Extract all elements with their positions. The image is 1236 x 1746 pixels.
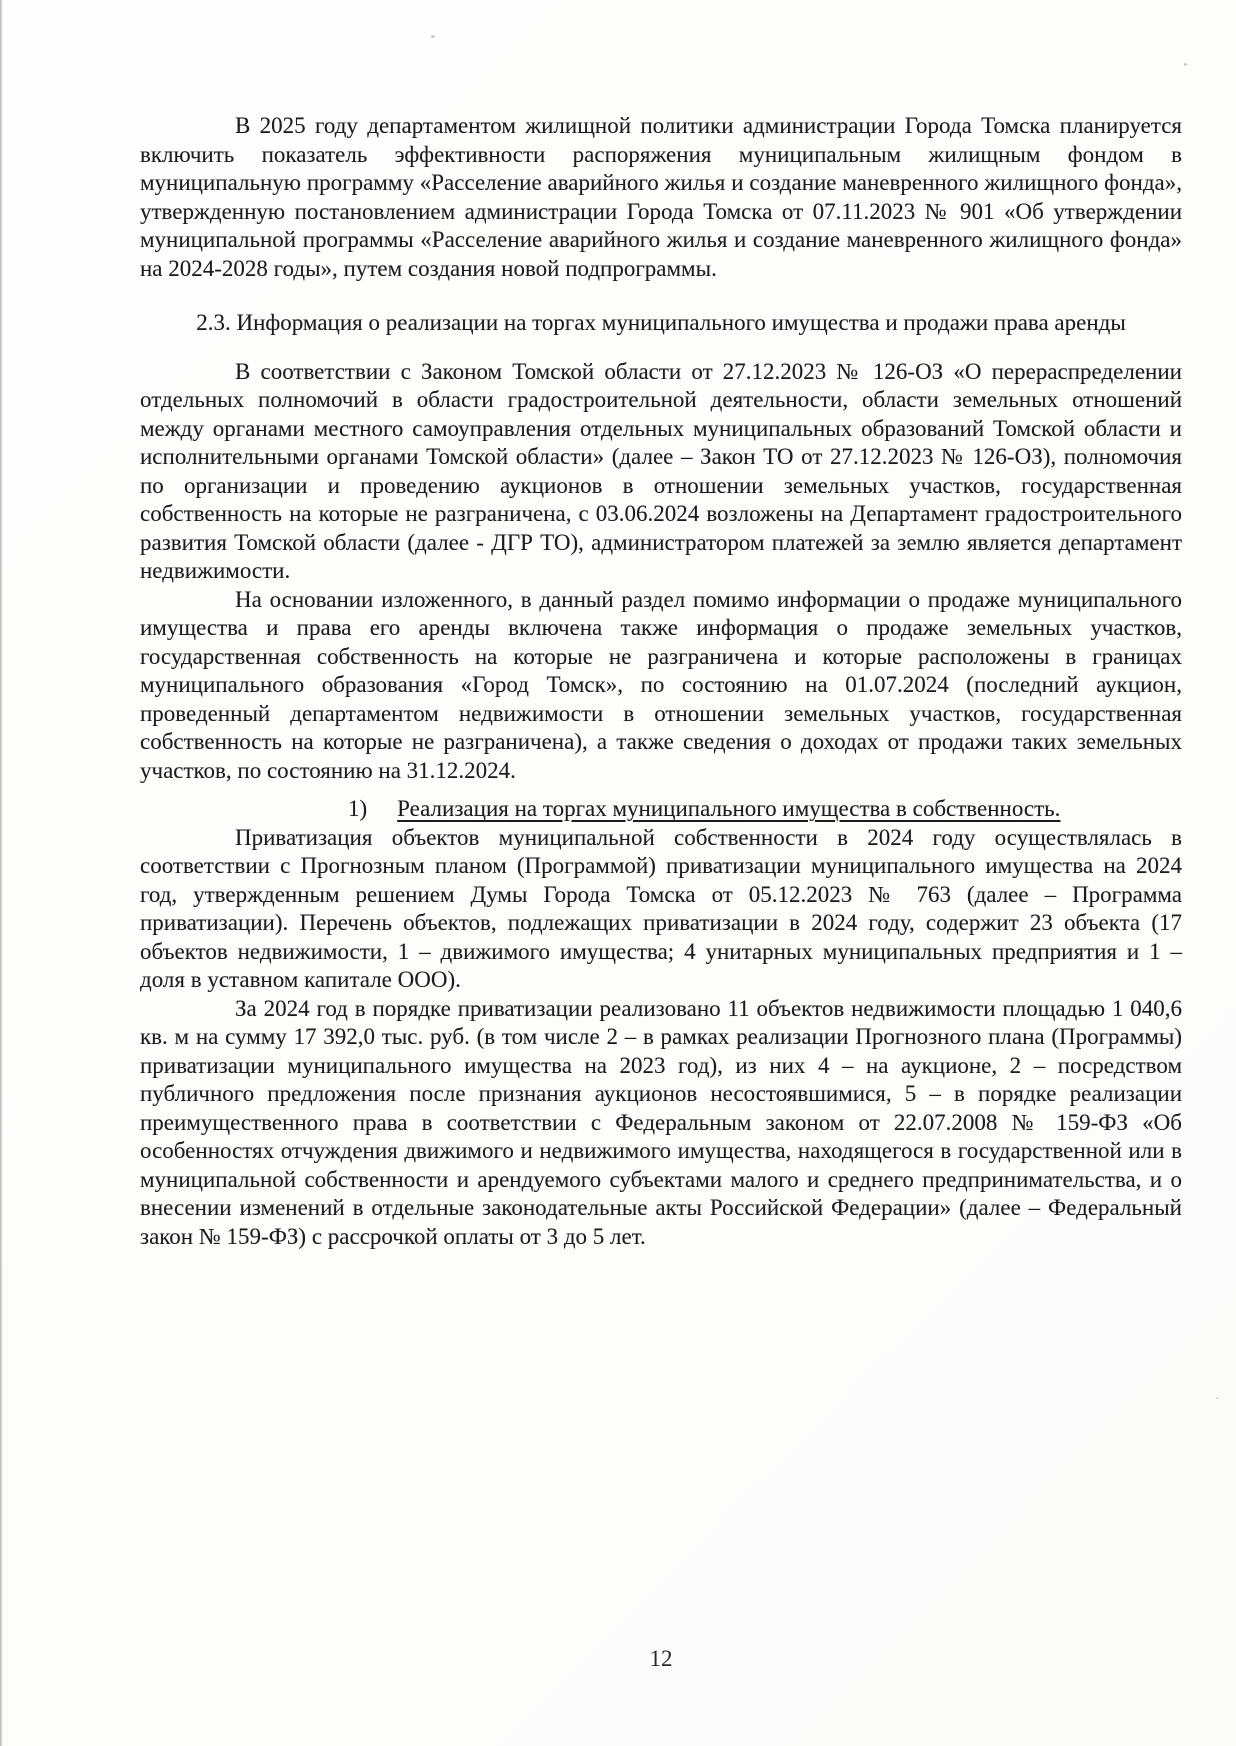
scan-edge-artifact	[0, 0, 3, 1746]
scan-speck	[431, 35, 435, 38]
scan-speck	[1216, 1397, 1219, 1399]
paragraph-privatization-program: Приватизация объектов муниципальной собственности в 2024 году осуществлялась в соответствии с Прогнозным планом (Программой) приватизации муниципального имущества на 2024 год, утвержденным решением Думы Города Томска от 05.12.2023 № 763 (далее – Программа приватизации). Перечень объектов, подлежащих приватизации в 2024 году, содержит 23 объекта (17 объектов недвижимости, 1 – движимого имущества; 4 унитарных муниципальных предприятия и 1 – доля в уставном капитале ООО).	[140, 824, 1182, 992]
page-footer	[140, 1645, 1182, 1673]
section-heading-2-3: 2.3. Информация о реализации на торгах муниципального имущества и продажи права аренды	[196, 310, 1126, 335]
paragraph-law-126-oz: В соответствии с Законом Томской области от 27.12.2023 № 126-ОЗ «О перераспределении отдельных полномочий в области градостроительной деятельности, области земельных отношений между органами местного самоуправления отдельных муниципальных образований Томской области и исполнительными органами Томской области» (далее – Закон ТО от 27.12.2023 № 126-ОЗ), полномочия по организации и проведению аукционов в отношении земельных участков, государственная собственность на которые не разграничена, с 03.06.2024 возложены на Департамент градостроительного развития Томской области (далее - ДГР ТО), администратором платежей за землю является департамент недвижимости.	[140, 358, 1182, 583]
scan-speck	[1184, 63, 1187, 66]
paragraph-privatization-results-2024: За 2024 год в порядке приватизации реализовано 11 объектов недвижимости площадью 1 040,6 кв. м на сумму 17 392,0 тыс. руб. (в том числе 2 – в рамках реализации Прогнозного плана (Программы) приватизации муниципального имущества на 2023 год), из них 4 – на аукционе, 2 – посредством публичного предложения после признания аукционов несостоявшимися, 5 – в порядке реализации преимущественного права в соответствии с Федеральным законом от 22.07.2008 № 159-ФЗ «Об особенностях отчуждения движимого и недвижимого имущества, находящегося в государственной или в муниципальной собственности и арендуемого субъектами малого и среднего предпринимательства, и о внесении изменений в отдельные законодательные акты Российской Федерации» (далее – Федеральный закон № 159-ФЗ) с рассрочкой оплаты от 3 до 5 лет.	[140, 995, 1182, 1249]
list-item-1-marker: 1)	[348, 796, 368, 821]
list-item-1-title: Реализация на торгах муниципального имущества в собственность.	[397, 796, 1061, 821]
paragraph-housing-program-2025: В 2025 году департаментом жилищной политики администрации Города Томска планируется включить показатель эффективности распоряжения муниципальным жилищным фондом в муниципальную программу «Расселение аварийного жилья и создание маневренного жилищного фонда», утвержденную постановлением администрации Города Томска от 07.11.2023 № 901 «Об утверждении муниципальной программы «Расселение аварийного жилья и создание маневренного жилищного фонда» на 2024-2028 годы», путем создания новой подпрограммы.	[140, 113, 1182, 281]
page-number: 12	[649, 1646, 673, 1671]
list-item-1-heading	[140, 795, 1182, 824]
document-body	[140, 112, 1182, 1251]
paragraph-land-plots-info: На основании изложенного, в данный раздел помимо информации о продаже муниципального имущества и права его аренды включена также информация о продаже земельных участков, государственная собственность на которые не разграничена и которые расположены в границах муниципального образования «Город Томск», по состоянию на 01.07.2024 (последний аукцион, проведенный департаментом недвижимости в отношении земельных участков, государственная собственность на которые не разграничена), а также сведения о доходах от продажи таких земельных участков, по состоянию на 31.12.2024.	[140, 586, 1182, 783]
